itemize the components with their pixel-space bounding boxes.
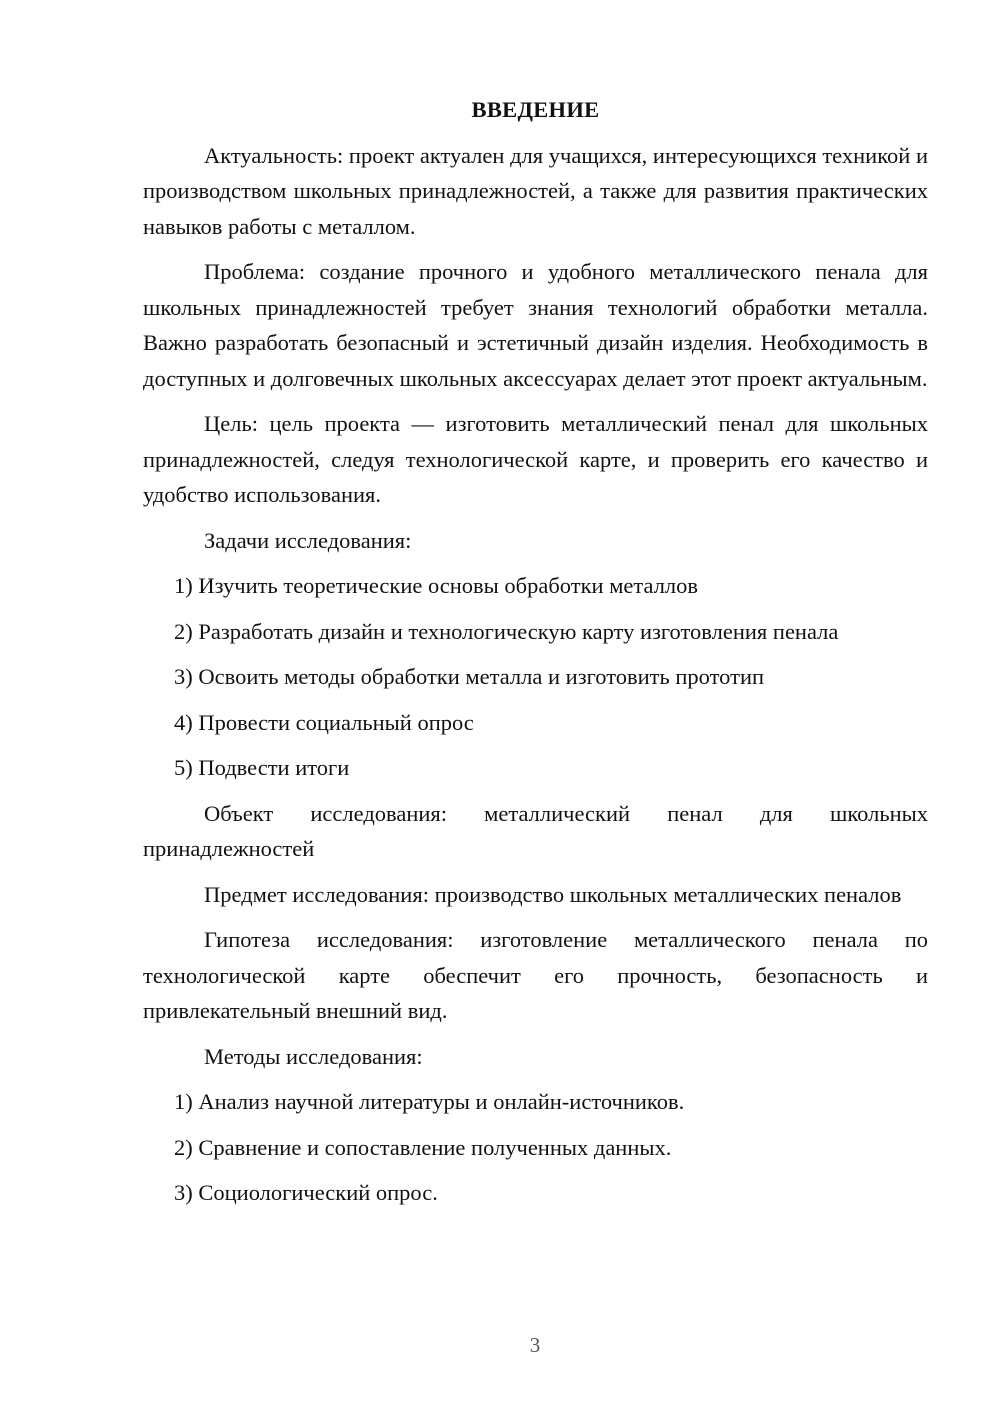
- method-item: 3) Социологический опрос.: [174, 1180, 438, 1205]
- paragraph-problem: Проблема: создание прочного и удобного металлического пенала для школьных принадлежностей требует знания технологий обработки металла. Важно разработать безопасный и эстетичный дизайн изделия. Необходимость в доступных и долговечных школьных аксессуарах делает этот проект актуальным.: [143, 259, 928, 391]
- paragraph-relevance: Актуальность: проект актуален для учащихся, интересующихся техникой и производством школьных принадлежностей, а также для развития практических навыков работы с металлом.: [143, 142, 928, 239]
- tasks-heading: Задачи исследования:: [204, 527, 412, 553]
- document-page: [143, 92, 928, 1221]
- task-item: 4) Провести социальный опрос: [174, 709, 474, 735]
- paragraph-subject: Предмет исследования: производство школьных металлических пеналов: [204, 881, 902, 907]
- section-title: ВВЕДЕНИЕ: [471, 97, 600, 122]
- page-number: 3: [529, 1333, 541, 1357]
- methods-heading: Методы исследования:: [204, 1043, 423, 1069]
- paragraph-hypothesis: Гипотеза исследования: изготовление металлического пенала по технологической карте обеспечит его прочность, безопасность и привлекательный внешний вид.: [143, 927, 928, 1023]
- task-item: 1) Изучить теоретические основы обработки металлов: [174, 573, 699, 598]
- method-item: 1) Анализ научной литературы и онлайн-источников.: [174, 1089, 685, 1114]
- method-item: 2) Сравнение и сопоставление полученных данных.: [174, 1134, 672, 1160]
- task-item: 3) Освоить методы обработки металла и изготовить прототип: [174, 664, 765, 689]
- paragraph-goal: Цель: цель проекта — изготовить металлический пенал для школьных принадлежностей, следуя технологической карте, и проверить его качество и удобство использования.: [143, 411, 928, 507]
- task-item: 5) Подвести итоги: [174, 755, 350, 780]
- task-item: 2) Разработать дизайн и технологическую карту изготовления пенала: [174, 618, 839, 644]
- paragraph-object: Объект исследования: металлический пенал для школьных принадлежностей: [143, 800, 928, 861]
